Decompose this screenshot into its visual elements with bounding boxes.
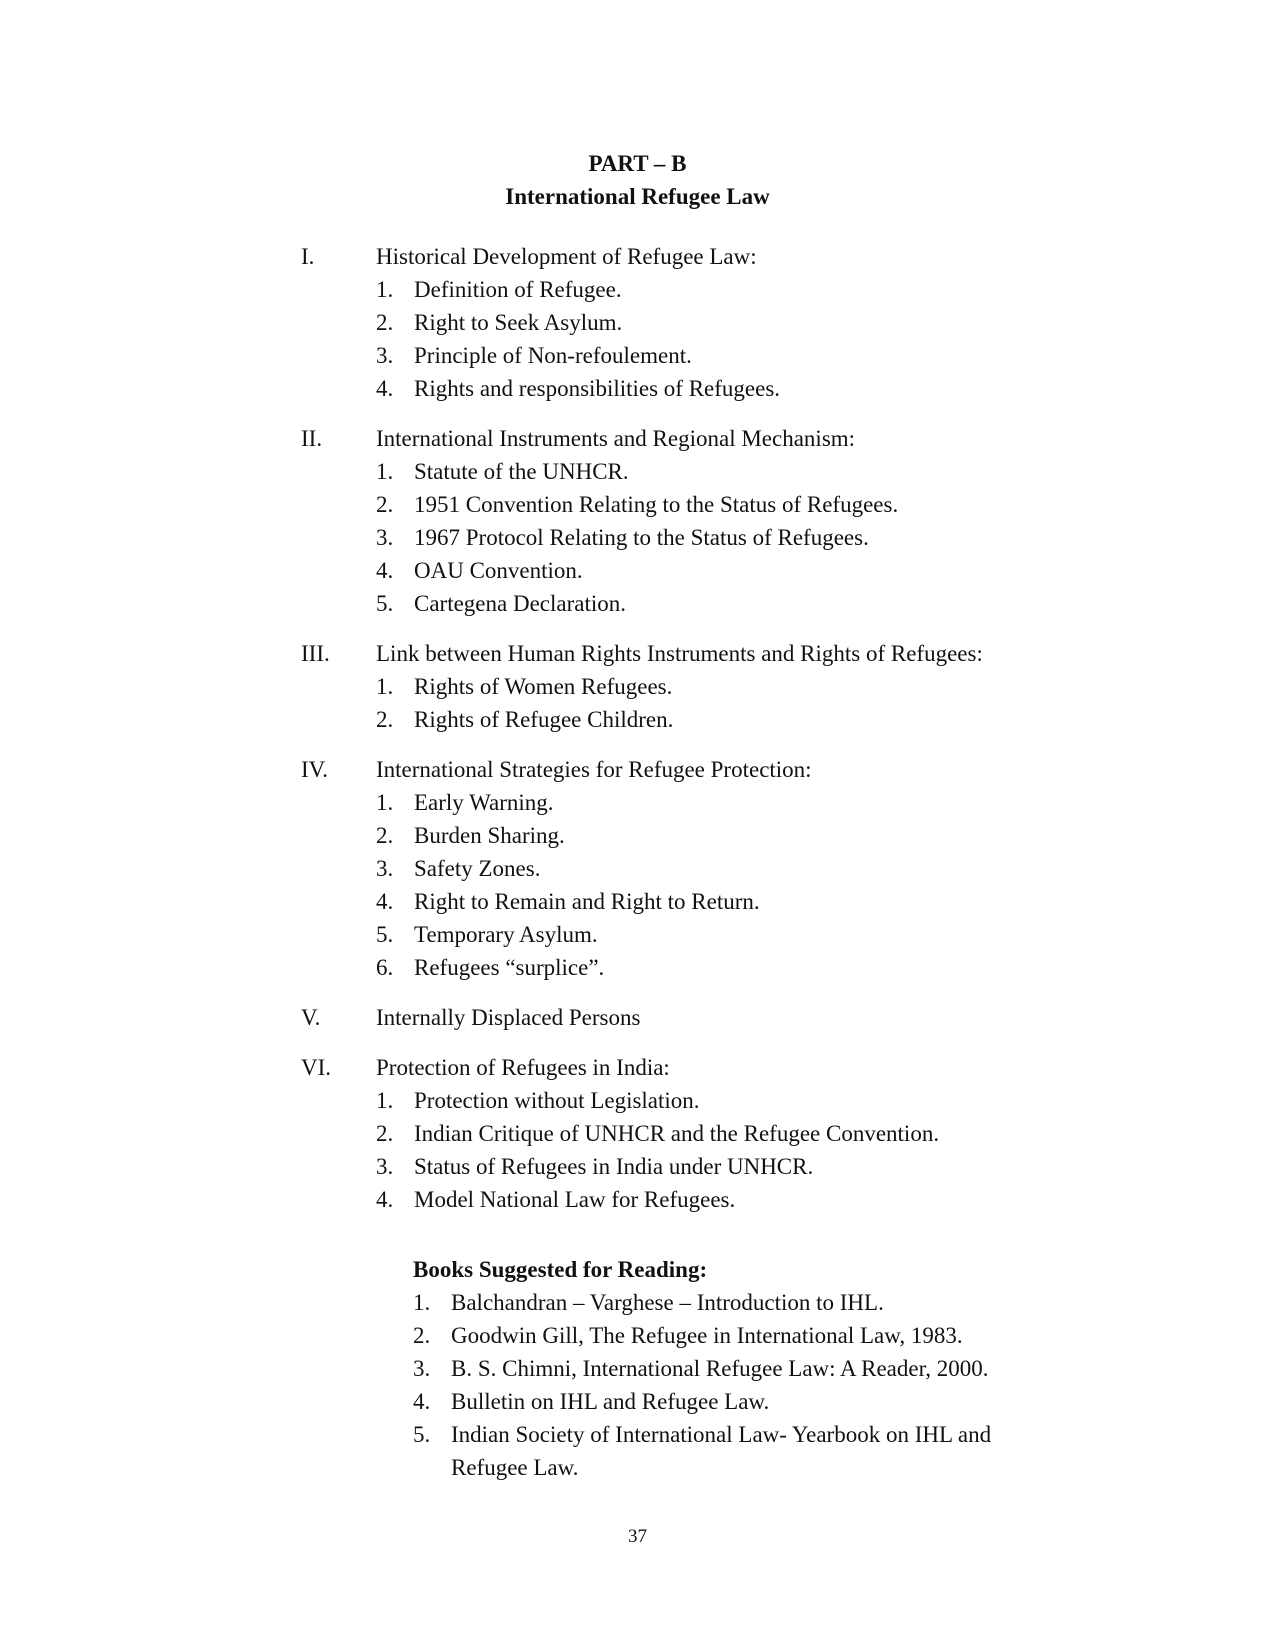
section-heading — [301, 753, 1101, 786]
item-number: 6. — [376, 955, 394, 980]
book-item — [413, 1418, 1113, 1484]
book-number: 3. — [413, 1356, 431, 1381]
section-heading — [301, 240, 1101, 273]
item-number: 2. — [376, 707, 394, 732]
list-item — [301, 455, 1101, 488]
book-item — [413, 1286, 1113, 1319]
outline-section — [301, 240, 1101, 405]
outline-section — [301, 1001, 1101, 1034]
list-item — [301, 306, 1101, 339]
list-item — [301, 1150, 1101, 1183]
item-text: Refugees “surplice”. — [414, 955, 605, 980]
item-text: Rights of Refugee Children. — [414, 707, 674, 732]
outline-section — [301, 637, 1101, 736]
list-item — [301, 951, 1101, 984]
item-text: Temporary Asylum. — [414, 922, 598, 947]
item-text: Status of Refugees in India under UNHCR. — [414, 1154, 814, 1179]
section-numeral: IV. — [301, 757, 329, 782]
part-heading: PART – B — [588, 151, 687, 176]
list-item — [301, 339, 1101, 372]
section-title: Internally Displaced Persons — [376, 1005, 641, 1030]
item-number: 2. — [376, 1121, 394, 1146]
list-item — [301, 372, 1101, 405]
section-title: International Strategies for Refugee Protection: — [376, 757, 812, 782]
book-number: 2. — [413, 1323, 431, 1348]
item-number: 4. — [376, 376, 394, 401]
books-suggested — [413, 1253, 1113, 1484]
item-text: Rights and responsibilities of Refugees. — [414, 376, 781, 401]
book-item — [413, 1352, 1113, 1385]
book-text: B. S. Chimni, International Refugee Law: A Reader, 2000. — [451, 1356, 989, 1381]
section-heading — [301, 1001, 1101, 1034]
item-number: 5. — [376, 922, 394, 947]
item-text: Statute of the UNHCR. — [414, 459, 629, 484]
item-text: Indian Critique of UNHCR and the Refugee Convention. — [414, 1121, 940, 1146]
section-numeral: III. — [301, 641, 330, 666]
book-item — [413, 1319, 1113, 1352]
item-text: 1967 Protocol Relating to the Status of Refugees. — [414, 525, 869, 550]
outline-section — [301, 1051, 1101, 1216]
section-title: Historical Development of Refugee Law: — [376, 244, 757, 269]
list-item — [301, 852, 1101, 885]
item-text: 1951 Convention Relating to the Status of Refugees. — [414, 492, 899, 517]
section-title: Link between Human Rights Instruments and Rights of Refugees: — [376, 641, 983, 666]
list-item — [301, 1084, 1101, 1117]
book-list — [413, 1286, 1113, 1484]
book-number: 4. — [413, 1389, 431, 1414]
section-title: International Instruments and Regional Mechanism: — [376, 426, 856, 451]
list-item — [301, 1117, 1101, 1150]
section-numeral: VI. — [301, 1055, 332, 1080]
list-item — [301, 786, 1101, 819]
list-item — [301, 819, 1101, 852]
item-text: Burden Sharing. — [414, 823, 565, 848]
item-number: 1. — [376, 459, 394, 484]
section-heading — [301, 637, 1101, 670]
item-number: 4. — [376, 1187, 394, 1212]
item-text: Early Warning. — [414, 790, 554, 815]
outline-section — [301, 422, 1101, 620]
item-number: 3. — [376, 343, 394, 368]
item-number: 5. — [376, 591, 394, 616]
item-text: Rights of Women Refugees. — [414, 674, 673, 699]
list-item — [301, 1183, 1101, 1216]
list-item — [301, 521, 1101, 554]
section-numeral: II. — [301, 426, 323, 451]
item-number: 1. — [376, 1088, 394, 1113]
item-text: OAU Convention. — [414, 558, 583, 583]
list-item — [301, 273, 1101, 306]
book-number: 5. — [413, 1422, 431, 1447]
item-text: Model National Law for Refugees. — [414, 1187, 736, 1212]
list-item — [301, 554, 1101, 587]
item-number: 2. — [376, 823, 394, 848]
list-item — [301, 885, 1101, 918]
book-item — [413, 1385, 1113, 1418]
item-number: 2. — [376, 310, 394, 335]
book-text: Indian Society of International Law- Yearbook on IHL and Refugee Law. — [451, 1422, 992, 1480]
list-item — [301, 587, 1101, 620]
page-title: International Refugee Law — [505, 184, 770, 209]
item-text: Right to Remain and Right to Return. — [414, 889, 760, 914]
outline-section — [301, 753, 1101, 984]
syllabus-outline — [301, 240, 1101, 1233]
item-number: 1. — [376, 277, 394, 302]
item-text: Protection without Legislation. — [414, 1088, 700, 1113]
section-heading — [301, 422, 1101, 455]
item-text: Right to Seek Asylum. — [414, 310, 623, 335]
item-text: Safety Zones. — [414, 856, 541, 881]
list-item — [301, 703, 1101, 736]
list-item — [301, 918, 1101, 951]
section-numeral: V. — [301, 1005, 321, 1030]
book-text: Bulletin on IHL and Refugee Law. — [451, 1389, 770, 1414]
item-text: Cartegena Declaration. — [414, 591, 626, 616]
list-item — [301, 488, 1101, 521]
item-text: Principle of Non-refoulement. — [414, 343, 692, 368]
book-text: Balchandran – Varghese – Introduction to IHL. — [451, 1290, 884, 1315]
item-number: 3. — [376, 525, 394, 550]
books-heading: Books Suggested for Reading: — [413, 1257, 708, 1282]
item-number: 1. — [376, 790, 394, 815]
list-item — [301, 670, 1101, 703]
item-number: 4. — [376, 889, 394, 914]
section-title: Protection of Refugees in India: — [376, 1055, 670, 1080]
section-heading — [301, 1051, 1101, 1084]
item-number: 3. — [376, 1154, 394, 1179]
item-number: 3. — [376, 856, 394, 881]
item-number: 1. — [376, 674, 394, 699]
page-number: 37 — [628, 1526, 647, 1547]
item-number: 2. — [376, 492, 394, 517]
book-text: Goodwin Gill, The Refugee in International Law, 1983. — [451, 1323, 963, 1348]
item-text: Definition of Refugee. — [414, 277, 622, 302]
item-number: 4. — [376, 558, 394, 583]
book-number: 1. — [413, 1290, 431, 1315]
section-numeral: I. — [301, 244, 315, 269]
